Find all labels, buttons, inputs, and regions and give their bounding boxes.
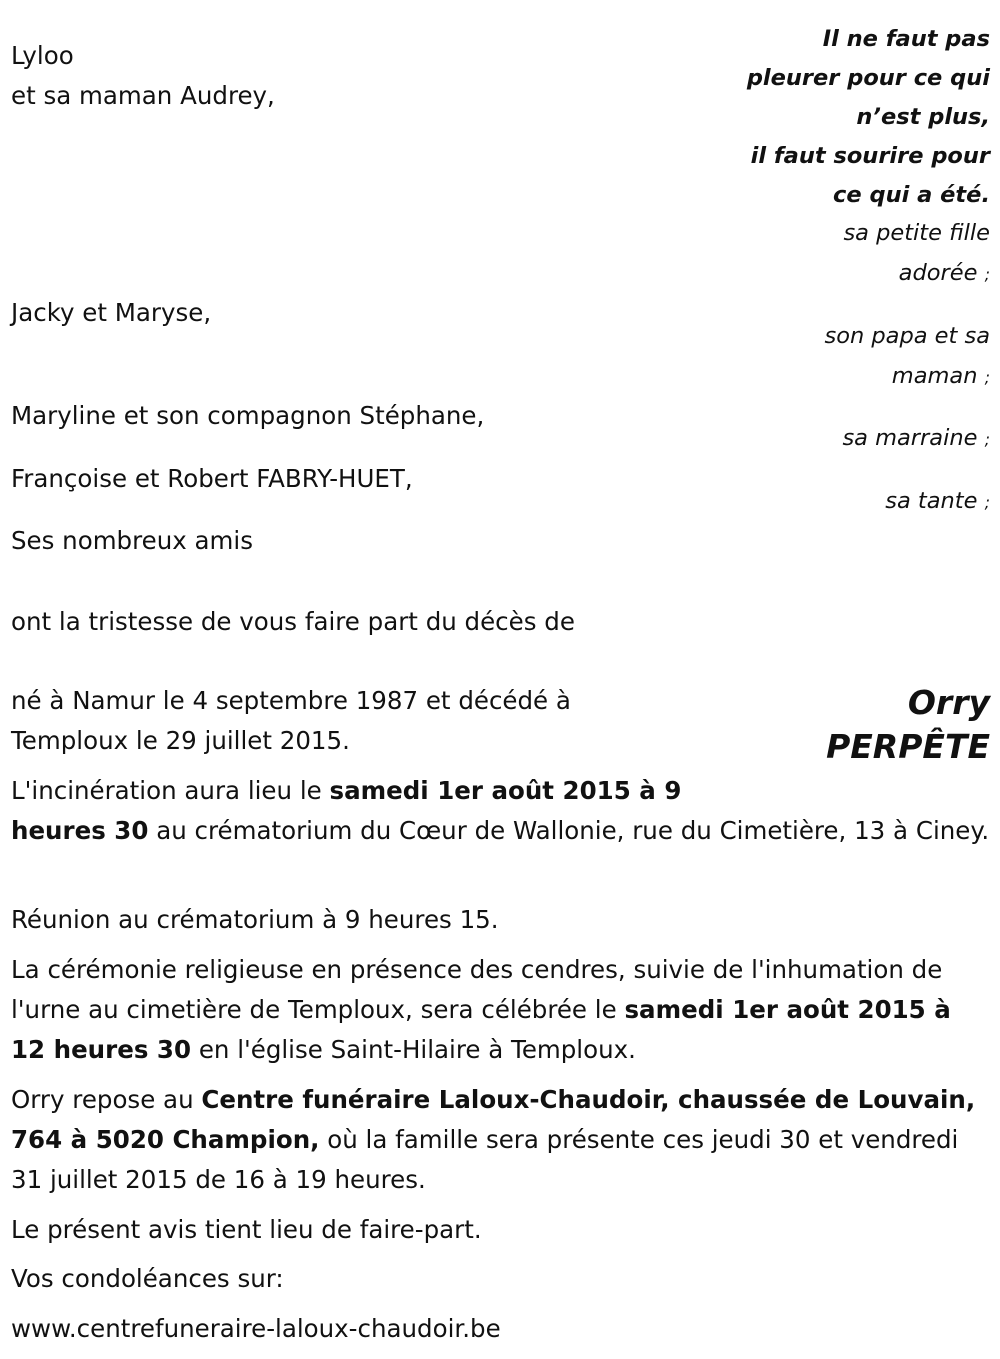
family-francoise: Françoise et Robert FABRY-HUET, — [11, 464, 413, 493]
quote-line-3: n’est plus, — [856, 104, 990, 130]
repose-paragraph — [11, 1080, 991, 1200]
repose-suffix: où la famille sera présente ces jeudi 30 et vendredi 31 juillet 2015 de 16 à 19 heures. — [11, 1125, 959, 1194]
role-petite-fille-line-2: adorée — [898, 259, 978, 286]
role-tante — [885, 482, 990, 523]
family-lyloo-audrey — [11, 36, 275, 116]
repose-location: Centre funéraire Laloux-Chaudoir, chaussée de Louvain, 764 à 5020 Champion, — [11, 1085, 976, 1154]
role-marraine-label: sa marraine — [842, 425, 978, 451]
ceremony-paragraph — [11, 950, 991, 1070]
quote-line-2: pleurer pour ce qui — [746, 65, 990, 91]
family-jacky-maryse: Jacky et Maryse, — [11, 298, 212, 327]
incineration-date: samedi 1er août 2015 à 9 — [329, 776, 682, 805]
announcement: ont la tristesse de vous faire part du décès de — [11, 607, 575, 636]
repose-prefix: Orry repose au — [11, 1085, 202, 1114]
ceremony-date: samedi 1er août 2015 à 12 heures 30 — [11, 995, 951, 1064]
role-papa-line-2: maman — [891, 362, 978, 389]
family-maryline: Maryline et son compagnon Stéphane, — [11, 401, 485, 430]
faire-part-paragraph: Le présent avis tient lieu de faire-part. — [11, 1215, 482, 1244]
deceased-first-name: Orry — [907, 683, 990, 722]
birth-line-1: né à Namur le 4 septembre 1987 et décédé à — [11, 686, 571, 715]
deceased-name — [826, 681, 990, 769]
separator: ; — [984, 430, 990, 449]
quote — [747, 20, 990, 215]
role-marraine — [842, 419, 990, 460]
birth-line-2: Temploux le 29 juillet 2015. — [11, 726, 350, 755]
separator: ; — [984, 264, 990, 284]
quote-line-5: ce qui a été. — [833, 182, 990, 208]
family-amis: Ses nombreux amis — [11, 526, 253, 555]
family-lyloo: Lyloo — [11, 41, 74, 70]
quote-line-4: il faut sourire pour — [750, 143, 990, 169]
incineration-paragraph — [11, 771, 991, 851]
incineration-prefix: L'incinération aura lieu le — [11, 776, 330, 805]
separator: ; — [984, 367, 990, 387]
role-papa — [824, 317, 990, 397]
ceremony-prefix: La cérémonie religieuse en présence des cendres, suivie de l'inhumation de l'urne au cimetière de Temploux, sera célébrée le — [11, 955, 943, 1024]
ceremony-place: en l'église Saint-Hilaire à Temploux. — [191, 1035, 636, 1064]
reunion-paragraph: Réunion au crématorium à 9 heures 15. — [11, 905, 499, 934]
incineration-time: heures 30 — [11, 816, 149, 845]
role-petite-fille — [843, 214, 990, 294]
condoleances-label: Vos condoléances sur: — [11, 1264, 284, 1293]
quote-line-1: Il ne faut pas — [822, 26, 990, 52]
incineration-place: au crématorium du Cœur de Wallonie, rue du Cimetière, 13 à Ciney. — [148, 816, 990, 845]
family-audrey: et sa maman Audrey, — [11, 81, 275, 110]
website-link[interactable]: www.centrefuneraire-laloux-chaudoir.be — [11, 1314, 501, 1343]
role-papa-line-1: son papa et sa — [824, 323, 990, 349]
separator: ; — [984, 493, 990, 512]
role-petite-fille-line-1: sa petite fille — [843, 220, 990, 246]
role-tante-label: sa tante — [885, 488, 978, 514]
birth-death-info — [11, 681, 571, 761]
deceased-last-name: PERPÊTE — [826, 727, 990, 766]
